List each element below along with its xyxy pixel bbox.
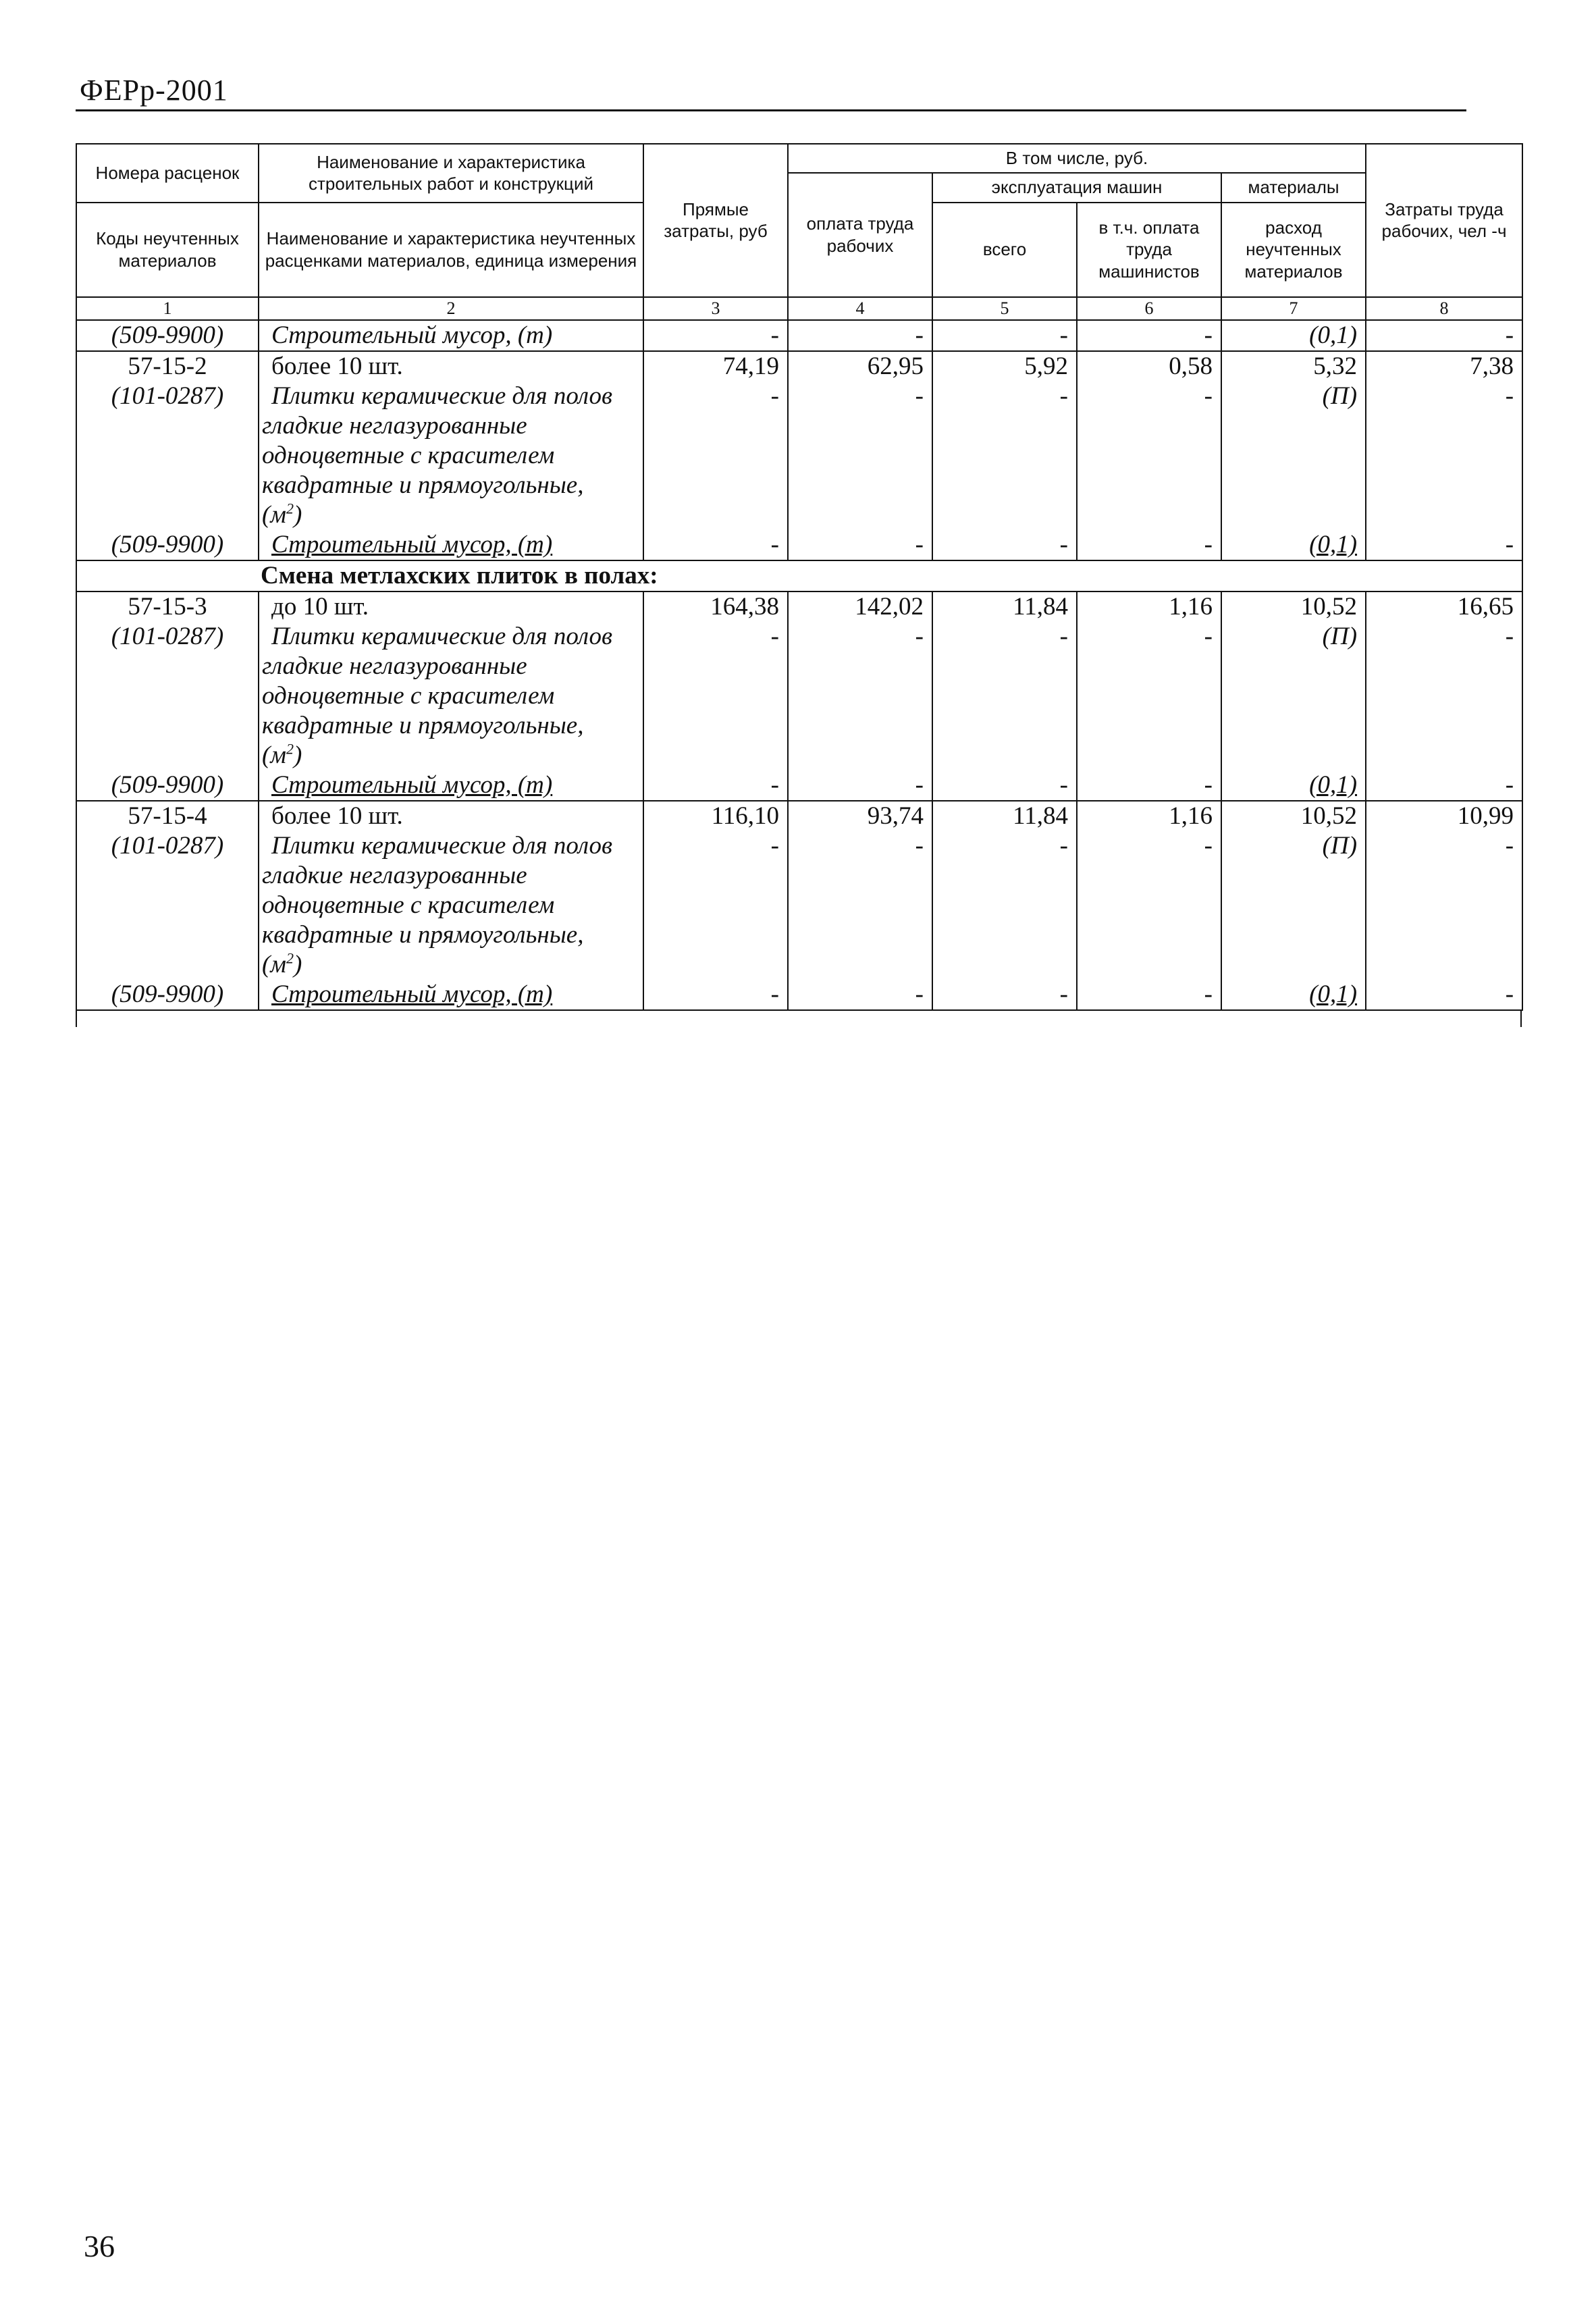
rates-table: [76, 143, 1523, 1011]
group-materials-header: материалы: [1221, 173, 1366, 203]
col-number: 1: [76, 297, 259, 321]
value-dash: -: [643, 831, 788, 980]
document-code-header: ФЕРр-2001: [80, 74, 228, 107]
col-number: 2: [259, 297, 643, 321]
value-dash: -: [788, 770, 932, 801]
value-dash: -: [1077, 622, 1221, 770]
col4-header: оплата труда рабочих: [788, 173, 932, 297]
machine-cost: 11,84: [932, 591, 1077, 622]
material-row-tile: [76, 622, 1522, 770]
material-qty: (0,1): [1221, 530, 1366, 560]
material-row-tile: [76, 382, 1522, 530]
value-dash: -: [1366, 831, 1522, 980]
value-dash: -: [1077, 770, 1221, 801]
col5-header: всего: [932, 203, 1077, 297]
direct-cost: 116,10: [643, 801, 788, 831]
col-number: 8: [1366, 297, 1522, 321]
group-incl-header: В том числе, руб.: [788, 144, 1366, 173]
value-dash: -: [932, 382, 1077, 530]
material-row-trash: [76, 320, 1522, 351]
materials-cost: 10,52: [1221, 801, 1366, 831]
page-number: 36: [84, 2229, 115, 2263]
material-row-tile: [76, 831, 1522, 980]
labor-cost: 93,74: [788, 801, 932, 831]
material-row-trash: [76, 530, 1522, 560]
rate-code: 57-15-2: [76, 351, 259, 382]
labor-cost: 62,95: [788, 351, 932, 382]
col3-header: Прямые затраты, руб: [643, 144, 788, 297]
value-dash: -: [788, 382, 932, 530]
material-code: (509-9900): [76, 530, 259, 560]
col-number: 6: [1077, 297, 1221, 321]
material-code: (509-9900): [76, 320, 259, 351]
machinist-cost: 1,16: [1077, 591, 1221, 622]
value-dash: -: [788, 980, 932, 1010]
rate-row: [76, 801, 1522, 831]
value-dash: -: [788, 320, 932, 351]
material-code: (509-9900): [76, 980, 259, 1010]
rate-name: до 10 шт.: [259, 591, 643, 622]
material-row-trash: [76, 980, 1522, 1010]
materials-cost: 5,32: [1221, 351, 1366, 382]
value-dash: -: [643, 530, 788, 560]
material-qty: (П): [1221, 622, 1366, 770]
rate-row: [76, 591, 1522, 622]
col1-top-header: Номера расценок: [76, 144, 259, 203]
value-dash: -: [932, 980, 1077, 1010]
col-number: 4: [788, 297, 932, 321]
material-name: Строительный мусор, (т): [259, 770, 643, 801]
value-dash: -: [788, 622, 932, 770]
rate-name: более 10 шт.: [259, 351, 643, 382]
col-number: 3: [643, 297, 788, 321]
direct-cost: 74,19: [643, 351, 788, 382]
labor-hours: 7,38: [1366, 351, 1522, 382]
materials-cost: 10,52: [1221, 591, 1366, 622]
rates-table-container: [76, 143, 1522, 1011]
rate-row: [76, 351, 1522, 382]
material-code: (101-0287): [76, 382, 259, 530]
section-title: Смена метлахских плиток в полах:: [76, 560, 1522, 591]
col6-header: в т.ч. оплата труда машинистов: [1077, 203, 1221, 297]
labor-cost: 142,02: [788, 591, 932, 622]
material-name: Строительный мусор, (т): [259, 980, 643, 1010]
group-machines-header: эксплуатация машин: [932, 173, 1221, 203]
material-name: Строительный мусор, (т): [259, 320, 643, 351]
col-number: 5: [932, 297, 1077, 321]
value-dash: -: [1077, 831, 1221, 980]
value-dash: -: [1366, 980, 1522, 1010]
material-qty: (0,1): [1221, 320, 1366, 351]
material-qty: (П): [1221, 382, 1366, 530]
value-dash: -: [1077, 530, 1221, 560]
labor-hours: 10,99: [1366, 801, 1522, 831]
value-dash: -: [1077, 320, 1221, 351]
value-dash: -: [1077, 382, 1221, 530]
labor-hours: 16,65: [1366, 591, 1522, 622]
material-name: Плитки керамические для полов гладкие неглазурованные одноцветные с красителем квадратные и прямоугольные, $(м^2)$: [259, 831, 643, 980]
value-dash: -: [1366, 382, 1522, 530]
value-dash: -: [932, 622, 1077, 770]
value-dash: -: [1366, 530, 1522, 560]
value-dash: -: [788, 530, 932, 560]
header-rule: [76, 109, 1466, 111]
material-code: (101-0287): [76, 831, 259, 980]
value-dash: -: [932, 320, 1077, 351]
machinist-cost: 0,58: [1077, 351, 1221, 382]
material-row-trash: [76, 770, 1522, 801]
material-code: (101-0287): [76, 622, 259, 770]
rate-name: более 10 шт.: [259, 801, 643, 831]
rate-code: 57-15-4: [76, 801, 259, 831]
rate-code: 57-15-3: [76, 591, 259, 622]
value-dash: -: [643, 622, 788, 770]
col2-top-header: Наименование и характеристика строительных работ и конструкций: [259, 144, 643, 203]
value-dash: -: [1366, 320, 1522, 351]
table-edge-stub-left: [76, 1011, 77, 1027]
material-name: Строительный мусор, (т): [259, 530, 643, 560]
value-dash: -: [932, 530, 1077, 560]
col8-header: Затраты труда рабочих, чел -ч: [1366, 144, 1522, 297]
value-dash: -: [1077, 980, 1221, 1010]
col7-header: расход неучтенных материалов: [1221, 203, 1366, 297]
value-dash: -: [932, 770, 1077, 801]
machinist-cost: 1,16: [1077, 801, 1221, 831]
value-dash: -: [1366, 770, 1522, 801]
material-code: (509-9900): [76, 770, 259, 801]
value-dash: -: [932, 831, 1077, 980]
value-dash: -: [643, 382, 788, 530]
direct-cost: 164,38: [643, 591, 788, 622]
material-name: Плитки керамические для полов гладкие неглазурованные одноцветные с красителем квадратные и прямоугольные, $(м^2)$: [259, 382, 643, 530]
table-edge-stub-right: [1520, 1011, 1522, 1027]
machine-cost: 11,84: [932, 801, 1077, 831]
material-qty: (0,1): [1221, 770, 1366, 801]
value-dash: -: [643, 320, 788, 351]
col1-bottom-header: Коды неучтенных материалов: [76, 203, 259, 297]
section-row: [76, 560, 1522, 591]
col-number: 7: [1221, 297, 1366, 321]
col2-bottom-header: Наименование и характеристика неучтенных расценками материалов, единица измерения: [259, 203, 643, 297]
material-qty: (0,1): [1221, 980, 1366, 1010]
value-dash: -: [788, 831, 932, 980]
machine-cost: 5,92: [932, 351, 1077, 382]
material-qty: (П): [1221, 831, 1366, 980]
value-dash: -: [1366, 622, 1522, 770]
value-dash: -: [643, 770, 788, 801]
value-dash: -: [643, 980, 788, 1010]
material-name: Плитки керамические для полов гладкие неглазурованные одноцветные с красителем квадратные и прямоугольные, $(м^2)$: [259, 622, 643, 770]
